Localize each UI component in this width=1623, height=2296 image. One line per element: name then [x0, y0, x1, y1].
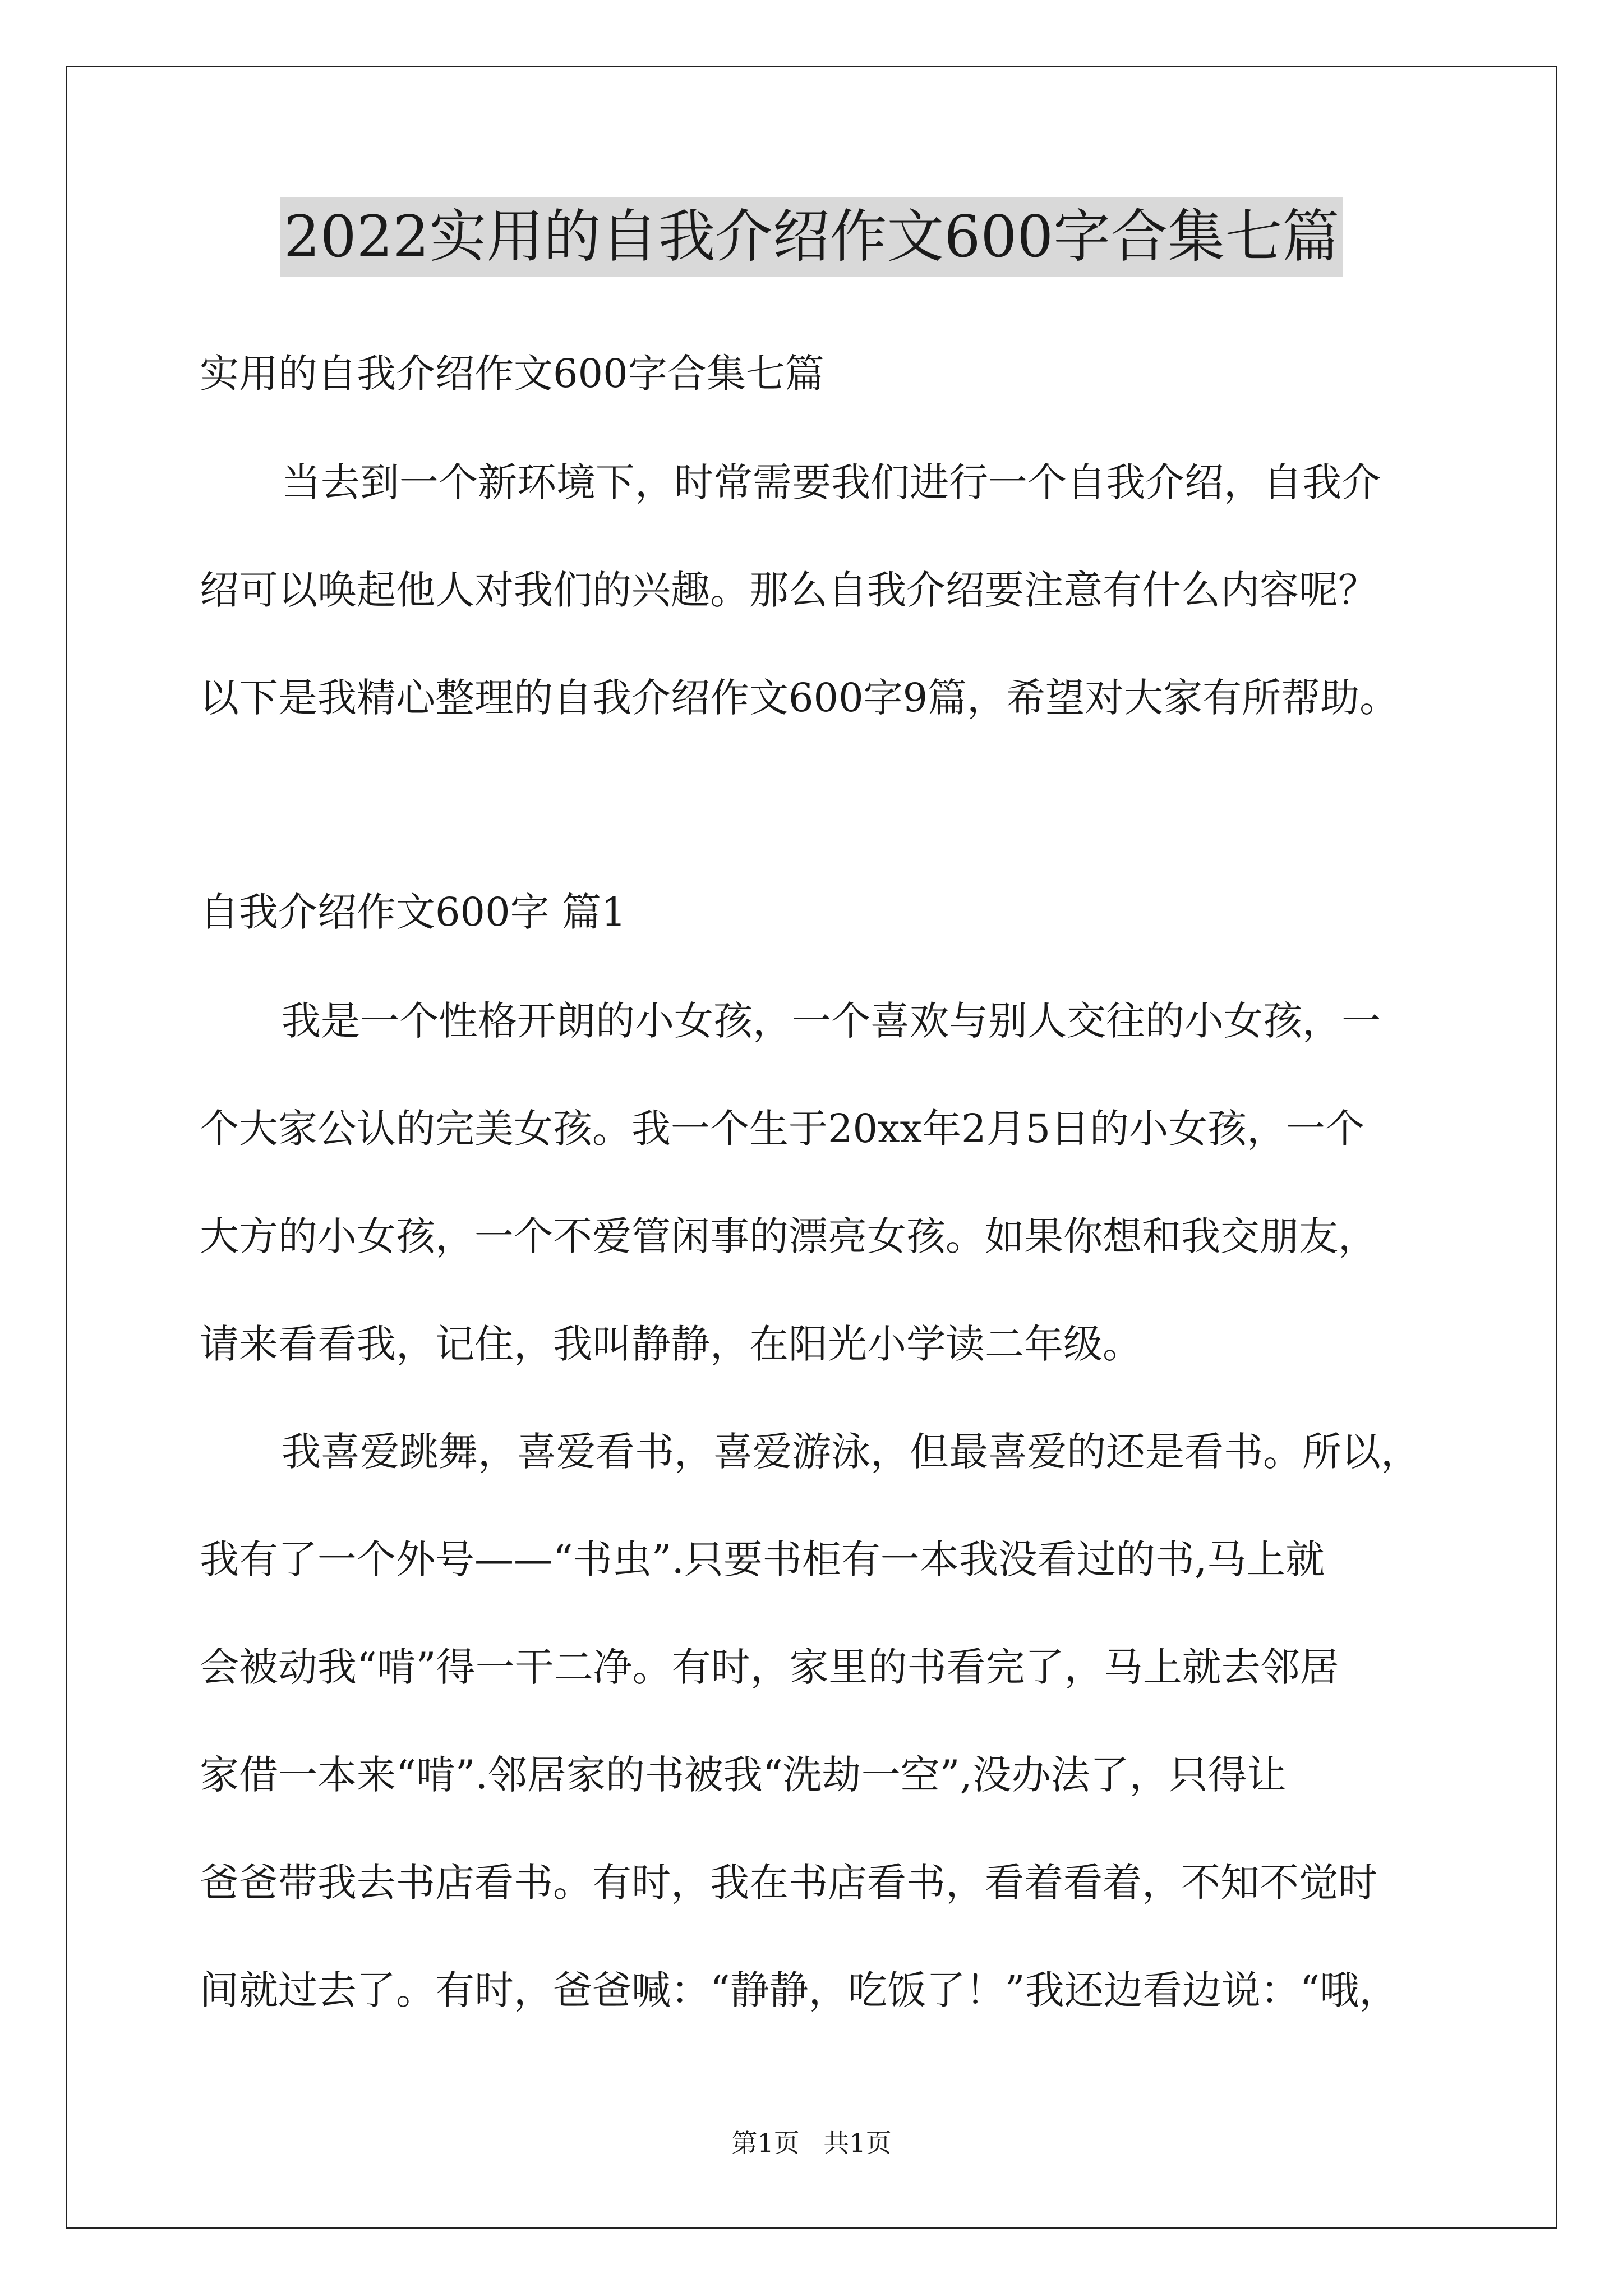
paragraph-line: 我有了一个外号——“书虫”.只要书柜有一本我没看过的书,马上就: [200, 1536, 1325, 1582]
paragraph-line: 爸爸带我去书店看书。有时，我在书店看书，看着看着，不知不觉时: [200, 1860, 1377, 1906]
paragraph-line: 大方的小女孩，一个不爱管闲事的漂亮女孩。如果你想和我交朋友，: [200, 1213, 1377, 1259]
intro-line: 当去到一个新环境下，时常需要我们进行一个自我介绍，自我介: [282, 459, 1381, 505]
intro-line: 以下是我精心整理的自我介绍作文600字9篇，希望对大家有所帮助。: [200, 675, 1399, 721]
paragraph-line: 我是一个性格开朗的小女孩，一个喜欢与别人交往的小女孩，一: [282, 998, 1381, 1044]
document-title: 2022实用的自我介绍作文600字合集七篇: [280, 197, 1343, 277]
page-footer: [0, 2126, 1623, 2160]
paragraph-line: 会被动我“啃”得一干二净。有时，家里的书看完了，马上就去邻居: [200, 1644, 1339, 1690]
title-container: [0, 197, 1623, 277]
paragraph-line: 间就过去了。有时，爸爸喊：“静静，吃饭了！”我还边看边说：“哦，: [200, 1967, 1399, 2013]
intro-line: 绍可以唤起他人对我们的兴趣。那么自我介绍要注意有什么内容呢？: [200, 567, 1377, 613]
paragraph-line: 个大家公认的完美女孩。我一个生于20xx年2月5日的小女孩，一个: [200, 1106, 1365, 1152]
document-subtitle: 实用的自我介绍作文600字合集七篇: [200, 351, 824, 397]
section-heading: 自我介绍作文600字 篇1: [200, 889, 626, 935]
paragraph-line: 我喜爱跳舞，喜爱看书，喜爱游泳，但最喜爱的还是看书。所以，: [282, 1429, 1420, 1475]
page-total: 共1页: [823, 2128, 892, 2158]
paragraph-line: 家借一本来“啃”.邻居家的书被我“洗劫一空”,没办法了，只得让: [200, 1752, 1287, 1798]
paragraph-line: 请来看看我，记住，我叫静静，在阳光小学读二年级。: [200, 1321, 1142, 1367]
page-number: 第1页: [731, 2128, 800, 2158]
